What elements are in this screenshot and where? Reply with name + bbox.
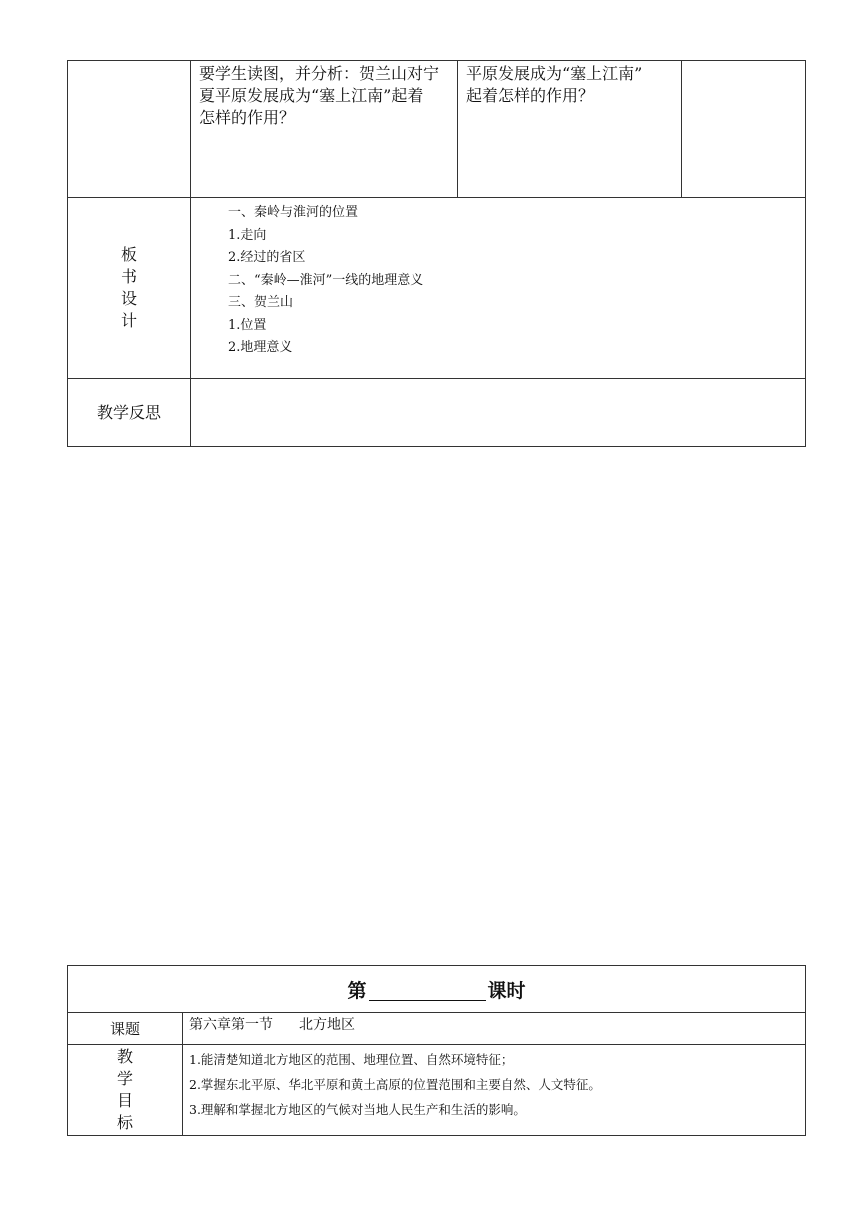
lesson-number-blank <box>369 980 486 1001</box>
teacher-activity-line: 要学生读图，并分析：贺兰山对宁 <box>199 64 440 83</box>
objectives-label-char: 目 <box>116 1091 133 1110</box>
board-item: 2.地理意义 <box>228 340 293 355</box>
teacher-activity-line: 夏平原发展成为“塞上江南”起着 <box>199 86 424 105</box>
lesson-plan-table <box>67 965 806 1136</box>
board-design-label <box>68 198 191 379</box>
topic-section: 北方地区 <box>299 1017 355 1033</box>
objectives-label-char: 教 <box>116 1047 133 1066</box>
student-activity-line: 平原发展成为“塞上江南” <box>466 64 643 83</box>
reflection-label: 教学反思 <box>68 379 191 447</box>
board-design-label-char: 计 <box>120 311 137 330</box>
title-row <box>68 966 806 1013</box>
teacher-activity-line: 怎样的作用？ <box>199 108 296 127</box>
objective-item: 2.掌握东北平原、华北平原和黄土高原的位置范围和主要自然、人文特征。 <box>189 1077 601 1092</box>
board-design-label-char: 设 <box>120 289 137 308</box>
topic-chapter: 第六章第一节 <box>189 1017 273 1033</box>
board-design-label-char: 板 <box>120 245 137 264</box>
student-activity-cell <box>458 61 682 198</box>
board-item: 一、秦岭与淮河的位置 <box>228 205 359 220</box>
objectives-label-char: 标 <box>116 1113 133 1132</box>
board-item: 三、贺兰山 <box>228 295 294 310</box>
board-item: 2.经过的省区 <box>228 250 306 265</box>
activity-label-cell <box>68 61 191 198</box>
teacher-activity-cell <box>191 61 458 198</box>
objectives-content <box>183 1045 806 1136</box>
activity-row <box>68 61 806 198</box>
objective-item: 3.理解和掌握北方地区的气候对当地人民生产和生活的影响。 <box>189 1102 526 1117</box>
objectives-label <box>68 1045 183 1136</box>
topic-content <box>183 1013 806 1045</box>
board-item: 二、“秦岭—淮河”一线的地理意义 <box>228 272 424 288</box>
objective-item: 1.能清楚知道北方地区的范围、地理位置、自然环境特征； <box>189 1052 514 1067</box>
board-item: 1.位置 <box>228 317 267 333</box>
objectives-row <box>68 1045 806 1136</box>
title-prefix: 第 <box>347 979 367 1002</box>
board-design-content <box>191 198 806 379</box>
board-item: 1.走向 <box>228 227 267 243</box>
topic-row <box>68 1013 806 1045</box>
objectives-label-char: 学 <box>116 1069 133 1088</box>
topic-label: 课题 <box>68 1013 183 1045</box>
lesson-title <box>68 966 806 1013</box>
board-design-label-char: 书 <box>120 267 137 286</box>
title-suffix: 课时 <box>487 979 526 1002</box>
board-design-row <box>68 198 806 379</box>
lesson-plan-table-continued <box>67 60 806 447</box>
student-activity-line: 起着怎样的作用？ <box>466 86 595 105</box>
notes-cell <box>682 61 806 198</box>
reflection-content <box>191 379 806 447</box>
reflection-row <box>68 379 806 447</box>
